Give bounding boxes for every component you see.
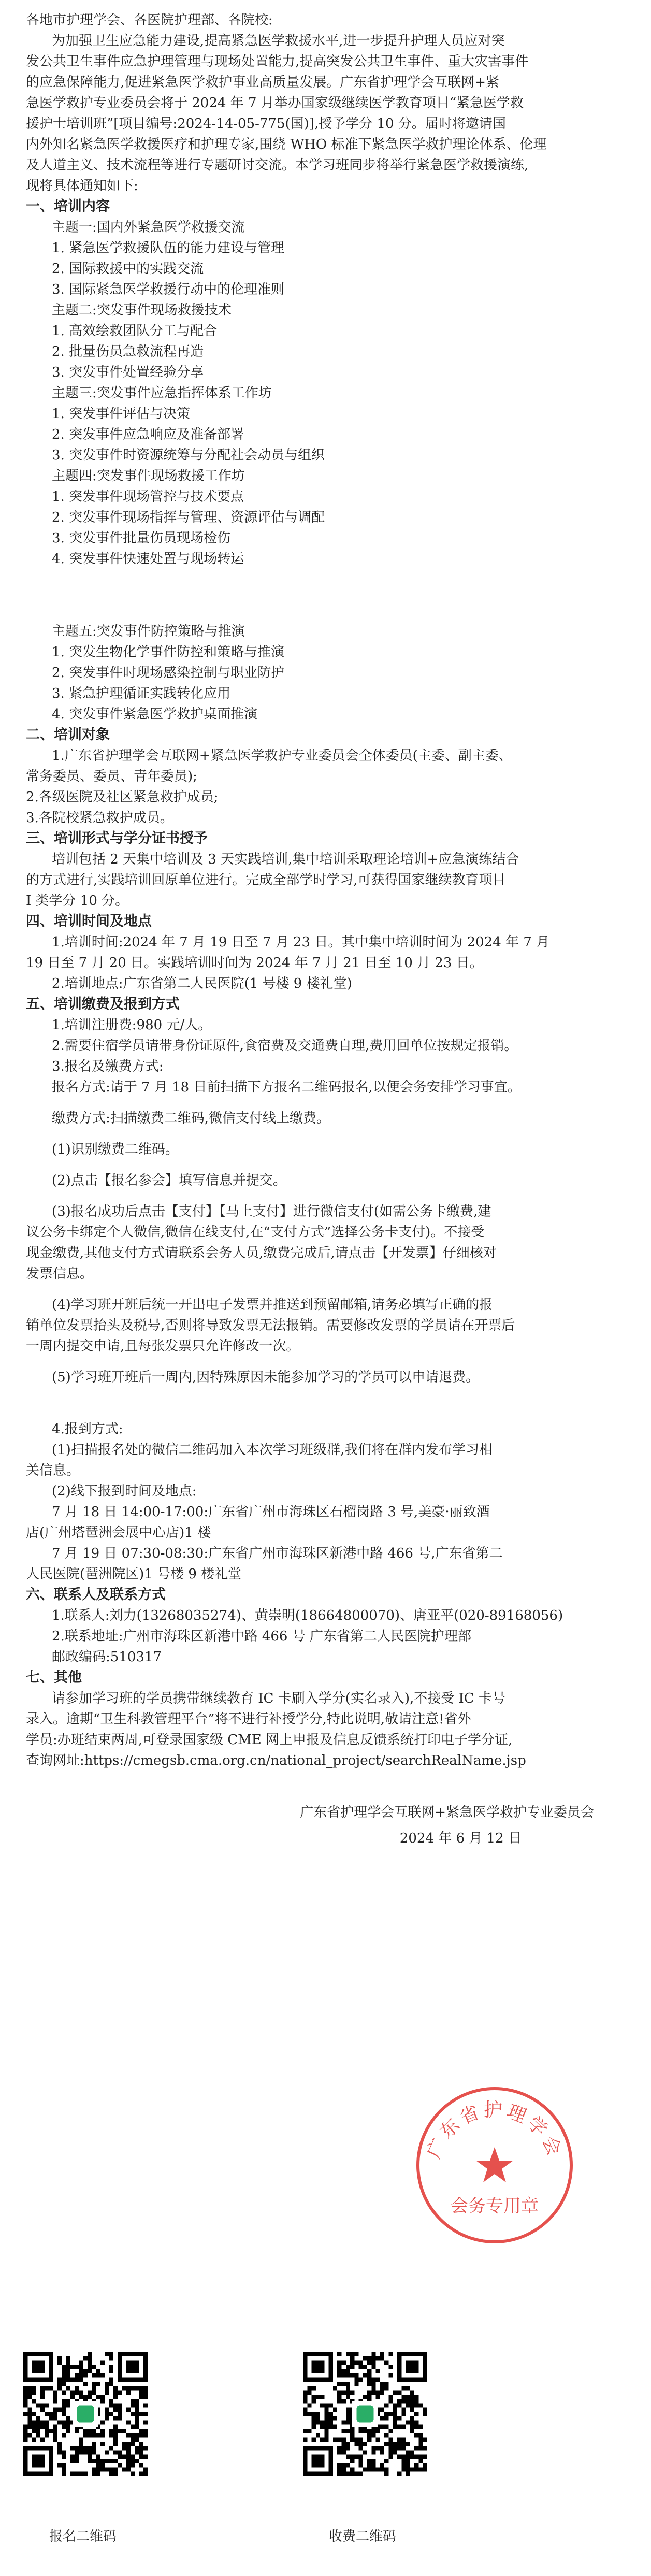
topic-item: 2. 突发事件应急响应及准备部署 bbox=[52, 427, 244, 442]
payment-qr-label: 收费二维码 bbox=[329, 2529, 397, 2544]
intro-line: 现将具体通知如下: bbox=[26, 178, 138, 194]
topic-item: 2. 突发事件现场指挥与管理、资源评估与调配 bbox=[52, 510, 325, 525]
paragraph-line: 培训包括 2 天集中培训及 3 天实践培训,集中培训采取理论培训+应急演练结合 bbox=[52, 852, 519, 867]
topic-item: 1. 突发事件现场管控与技术要点 bbox=[52, 489, 244, 505]
paragraph-line: 3.各院校紧急救护成员。 bbox=[26, 810, 173, 826]
topic-item: 3. 突发事件处置经验分享 bbox=[52, 365, 204, 380]
paragraph-line: 7 月 19 日 07:30-08:30:广东省广州市海珠区新港中路 466 号,广东省第二 bbox=[52, 1546, 503, 1561]
paragraph-line: 录入。逾期“卫生科教管理平台”将不进行补授学分,特此说明,敬请注意!省外 bbox=[26, 1711, 471, 1727]
paragraph-line: 发票信息。 bbox=[26, 1266, 94, 1282]
signature-date: 2024 年 6 月 12 日 bbox=[399, 1831, 522, 1846]
paragraph-line: I 类学分 10 分。 bbox=[26, 893, 129, 909]
paragraph-line: 19 日至 7 月 20 日。实践培训时间为 2024 年 7 月 21 日至 10 月 23 日。 bbox=[26, 955, 483, 971]
paragraph-line: 缴费方式:扫描缴费二维码,微信支付线上缴费。 bbox=[52, 1111, 330, 1126]
topic-title: 主题五:突发事件防控策略与推演 bbox=[52, 624, 245, 639]
seal-star-icon bbox=[476, 2147, 513, 2182]
paragraph-line: 2.需要住宿学员请带身份证原件,食宿费及交通费自理,费用回单位按规定报销。 bbox=[52, 1038, 518, 1054]
paragraph-line: (1)识别缴费二维码。 bbox=[52, 1142, 179, 1157]
section-heading: 六、联系人及联系方式 bbox=[26, 1587, 166, 1603]
seal-top-text: 广东省护理学会 bbox=[423, 2099, 567, 2162]
paragraph-line: (2)点击【报名参会】填写信息并提交。 bbox=[52, 1173, 286, 1188]
paragraph-line: 现金缴费,其他支付方式请联系会务人员,缴费完成后,请点击【开发票】仔细核对 bbox=[26, 1245, 497, 1261]
section-heading: 四、培训时间及地点 bbox=[26, 913, 152, 929]
section-heading: 一、培训内容 bbox=[26, 198, 110, 214]
paragraph-line: 7 月 18 日 14:00-17:00:广东省广州市海珠区石榴岗路 3 号,美豪·丽致酒 bbox=[52, 1504, 490, 1520]
official-seal bbox=[414, 2085, 575, 2246]
paragraph-line: (4)学习班开班后统一开出电子发票并推送到预留邮箱,请务必填写正确的报 bbox=[52, 1297, 493, 1313]
payment-qr-code[interactable] bbox=[303, 2352, 427, 2476]
section-heading: 三、培训形式与学分证书授予 bbox=[26, 830, 208, 846]
section-heading: 七、其他 bbox=[26, 1670, 82, 1686]
paragraph-line: (3)报名成功后点击【支付】【马上支付】进行微信支付(如需公务卡缴费,建 bbox=[52, 1204, 491, 1219]
paragraph-line: (1)扫描报名处的微信二维码加入本次学习班级群,我们将在群内发布学习相 bbox=[52, 1442, 493, 1458]
paragraph-line: 查询网址:https://cmegsb.cma.org.cn/national_project/searchRealName.jsp bbox=[26, 1753, 526, 1768]
paragraph-line: 1.培训时间:2024 年 7 月 19 日至 7 月 23 日。其中集中培训时间为 2024 年 7 月 bbox=[52, 934, 550, 950]
paragraph-line: 销单位发票抬头及税号,否则将导致发票无法报销。需要修改发票的学员请在开票后 bbox=[26, 1318, 515, 1333]
paragraph-line: 关信息。 bbox=[26, 1463, 80, 1478]
topic-item: 3. 紧急护理循证实践转化应用 bbox=[52, 686, 231, 701]
paragraph-line: 报名方式:请于 7 月 18 日前扫描下方报名二维码报名,以便会务安排学习事宜。 bbox=[52, 1080, 521, 1095]
paragraph-line: 学员:办班结束两周,可登录国家级 CME 网上申报及信息反馈系统打印电子学分证, bbox=[26, 1732, 513, 1748]
paragraph-line: 议公务卡绑定个人微信,微信在线支付,在“支付方式”选择公务卡支付)。不接受 bbox=[26, 1225, 485, 1240]
paragraph-line: 邮政编码:510317 bbox=[52, 1649, 162, 1665]
paragraph-line: 店(广州塔琶洲会展中心店)1 楼 bbox=[26, 1525, 211, 1541]
paragraph-line: (5)学习班开班后一周内,因特殊原因未能参加学习的学员可以申请退费。 bbox=[52, 1370, 480, 1385]
paragraph-line: 的方式进行,实践培训回原单位进行。完成全部学时学习,可获得国家继续教育项目 bbox=[26, 872, 506, 888]
topic-title: 主题三:突发事件应急指挥体系工作坊 bbox=[52, 385, 272, 401]
topic-item: 1. 突发生物化学事件防控和策略与推演 bbox=[52, 644, 285, 660]
topic-item: 1. 突发事件评估与决策 bbox=[52, 406, 191, 422]
paragraph-line: 人民医院(琶洲院区)1 号楼 9 楼礼堂 bbox=[26, 1566, 242, 1582]
intro-line: 急医学救护专业委员会将于 2024 年 7 月举办国家级继续医学教育项目“紧急医学救 bbox=[26, 95, 524, 111]
topic-item: 3. 国际紧急医学救援行动中的伦理准则 bbox=[52, 282, 285, 297]
paragraph-line: 2.各级医院及社区紧急救护成员; bbox=[26, 789, 219, 805]
paragraph-line: 3.报名及缴费方式: bbox=[52, 1059, 164, 1074]
section-heading: 二、培训对象 bbox=[26, 727, 110, 743]
intro-line: 发公共卫生事件应急护理管理与现场处置能力,提高突发公共卫生事件、重大灾害事件 bbox=[26, 54, 529, 69]
paragraph-line: 常务委员、委员、青年委员); bbox=[26, 769, 197, 784]
topic-item: 2. 国际救援中的实践交流 bbox=[52, 261, 204, 277]
topic-title: 主题四:突发事件现场救援工作坊 bbox=[52, 468, 245, 484]
topic-item: 2. 批量伤员急救流程再造 bbox=[52, 344, 204, 359]
registration-qr-label: 报名二维码 bbox=[49, 2529, 117, 2544]
paragraph-line: 2.培训地点:广东省第二人民医院(1 号楼 9 楼礼堂) bbox=[52, 976, 352, 991]
paragraph-line: 4.报到方式: bbox=[52, 1421, 123, 1437]
paragraph-line: 一周内提交申请,且每张发票只允许修改一次。 bbox=[26, 1339, 300, 1354]
topic-item: 4. 突发事件紧急医学救护桌面推演 bbox=[52, 707, 258, 722]
topic-item: 3. 突发事件批量伤员现场检伤 bbox=[52, 530, 231, 546]
intro-line: 为加强卫生应急能力建设,提高紧急医学救援水平,进一步提升护理人员应对突 bbox=[52, 33, 505, 49]
topic-item: 1. 紧急医学救援队伍的能力建设与管理 bbox=[52, 240, 285, 256]
registration-qr-code[interactable] bbox=[23, 2352, 148, 2476]
section-heading: 五、培训缴费及报到方式 bbox=[26, 996, 180, 1012]
topic-item: 1. 高效绘救团队分工与配合 bbox=[52, 323, 218, 339]
topic-title: 主题二:突发事件现场救援技术 bbox=[52, 303, 232, 318]
paragraph-line: 2.联系地址:广州市海珠区新港中路 466 号 广东省第二人民医院护理部 bbox=[52, 1629, 471, 1644]
topic-title: 主题一:国内外紧急医学救援交流 bbox=[52, 220, 245, 235]
paragraph-line: 1.广东省护理学会互联网+紧急医学救护专业委员会全体委员(主委、副主委、 bbox=[52, 748, 512, 764]
intro-line: 内外知名紧急医学救援医疗和护理专家,围绕 WHO 标准下紧急医学救护理论体系、伦理 bbox=[26, 137, 547, 152]
paragraph-line: 请参加学习班的学员携带继续教育 IC 卡刷入学分(实名录入),不接受 IC 卡号 bbox=[52, 1691, 505, 1706]
topic-item: 2. 突发事件时现场感染控制与职业防护 bbox=[52, 665, 285, 681]
paragraph-line: 1.培训注册费:980 元/人。 bbox=[52, 1017, 212, 1033]
topic-item: 4. 突发事件快速处置与现场转运 bbox=[52, 551, 244, 567]
intro-line: 的应急保障能力,促进紧急医学救护事业高质量发展。广东省护理学会互联网+紧 bbox=[26, 75, 500, 90]
seal-bottom-text: 会务专用章 bbox=[451, 2196, 539, 2217]
paragraph-line: 1.联系人:刘力(13268035274)、黄崇明(18664800070)、唐亚平(020-89168056) bbox=[52, 1608, 563, 1623]
signature-org: 广东省护理学会互联网+紧急医学救护专业委员会 bbox=[300, 1805, 594, 1820]
intro-line: 及人道主义、技术流程等进行专题研讨交流。本学习班同步将举行紧急医学救援演练, bbox=[26, 157, 529, 173]
topic-item: 3. 突发事件时资源统筹与分配社会动员与组织 bbox=[52, 448, 325, 463]
salutation: 各地市护理学会、各医院护理部、各院校: bbox=[26, 12, 273, 28]
paragraph-line: (2)线下报到时间及地点: bbox=[52, 1484, 197, 1499]
intro-line: 援护士培训班”[项目编号:2024-14-05-775(国)],授予学分 10 分。届时将邀请国 bbox=[26, 116, 506, 132]
